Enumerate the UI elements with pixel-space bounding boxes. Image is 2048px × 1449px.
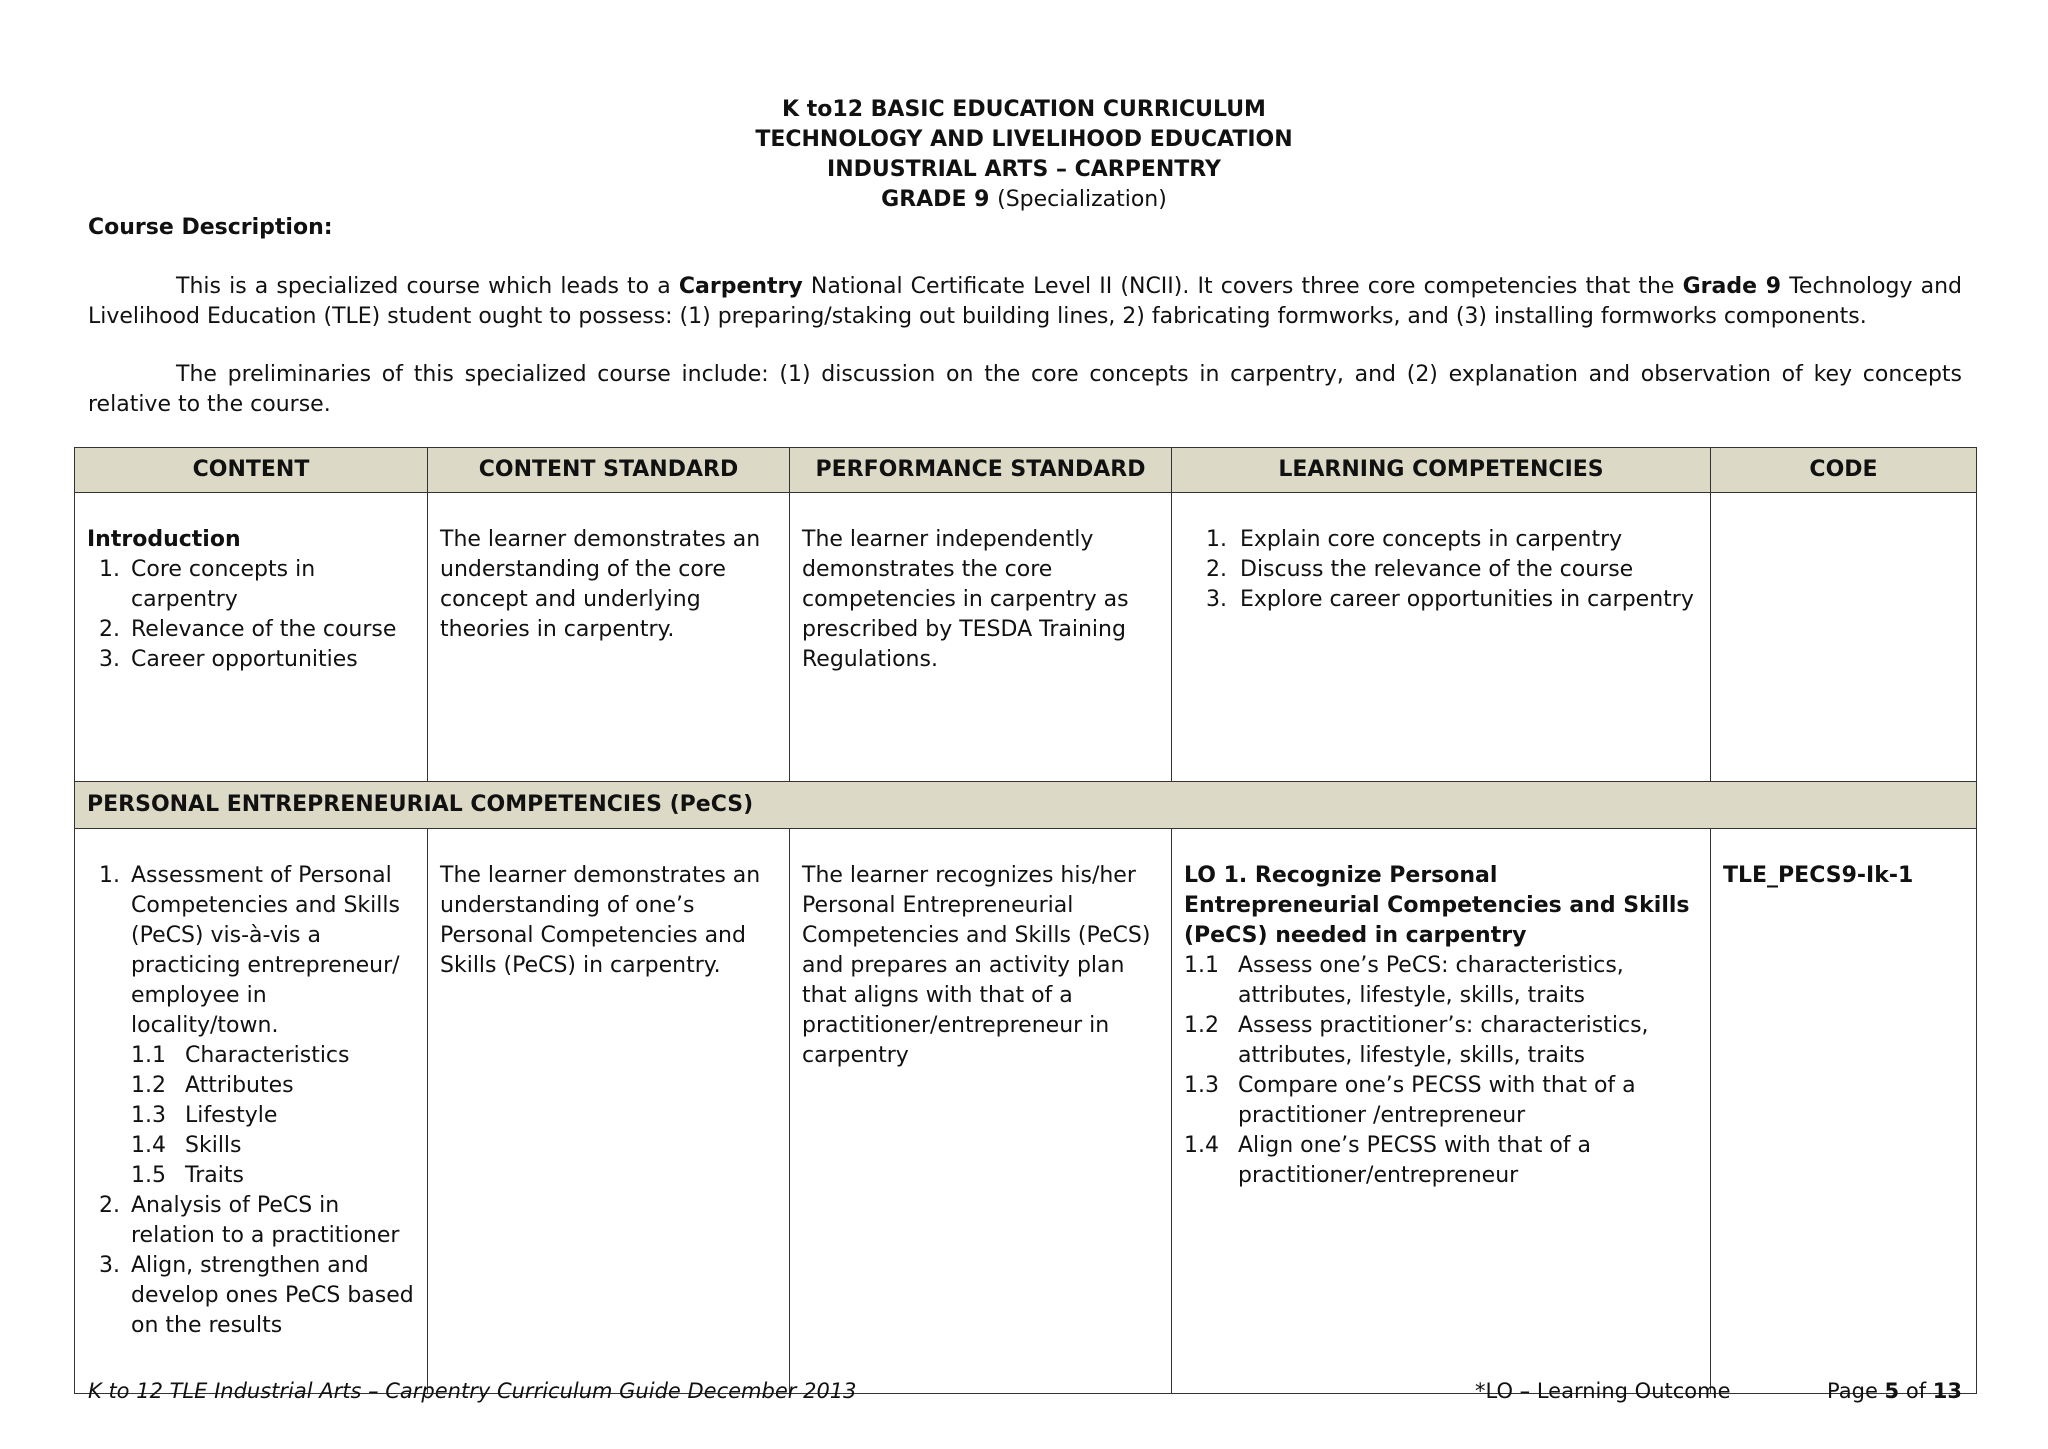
page-current: 5 — [1884, 1379, 1900, 1403]
list-item — [1184, 585, 1698, 615]
footer-guide-title: K to 12 TLE Industrial Arts – Carpentry Curriculum Guide December 2013 — [88, 1379, 857, 1403]
intro-performance-standard: The learner independently demonstrates the core competencies in carpentry as prescribed by TESDA Training Regulations. — [790, 493, 1172, 782]
p1-text-c: Technology and Livelihood Education (TLE) student ought to possess: (1) preparing/staking out building lines, 2) fabricating formworks, and (3) installing formworks components. — [88, 274, 1962, 329]
item-text: Analysis of PeCS in relation to a practitioner — [131, 1193, 400, 1248]
header-content-standard: CONTENT STANDARD — [428, 448, 790, 493]
item-text: Career opportunities — [131, 647, 358, 672]
lo-title: LO 1. Recognize Personal Entrepreneurial Competencies and Skills (PeCS) needed in carpentry — [1184, 863, 1690, 948]
p1-text-a: This is a specialized course which leads to a — [176, 274, 679, 299]
list-item — [87, 555, 415, 615]
pecs-performance-standard: The learner recognizes his/her Personal Entrepreneurial Competencies and Skills (PeCS) and prepares an activity plan that aligns with that of a practitioner/entrepreneur in carpentry — [790, 829, 1172, 1394]
list-item — [87, 1251, 415, 1341]
intro-content-cell — [75, 493, 428, 782]
header-grade-note: (Specialization) — [997, 187, 1167, 212]
item-text: Core concepts in carpentry — [131, 557, 316, 612]
item-number: 1. — [99, 557, 120, 582]
item-text: Relevance of the course — [131, 617, 397, 642]
list-item — [87, 861, 415, 1191]
item-text: Align one’s PECSS with that of a practitioner/entrepreneur — [1238, 1133, 1592, 1188]
p1-bold-grade: Grade 9 — [1682, 274, 1782, 299]
header-performance-standard: PERFORMANCE STANDARD — [790, 448, 1172, 493]
course-description-paragraph-1 — [88, 272, 1962, 332]
header-line-3: INDUSTRIAL ARTS – CARPENTRY — [827, 157, 1221, 182]
item-text: Compare one’s PECSS with that of a practitioner /entrepreneur — [1238, 1073, 1636, 1128]
pecs-sub-list — [131, 1041, 415, 1191]
sub-item-text: Skills — [185, 1133, 242, 1158]
table-row-introduction — [75, 493, 1977, 782]
sub-item — [131, 1161, 415, 1191]
item-text: Assess practitioner’s: characteristics, attributes, lifestyle, skills, traits — [1238, 1013, 1649, 1068]
p2-text: The preliminaries of this specialized course include: (1) discussion on the core concepts in carpentry, and (2) explanation and observation of key concepts relative to the course. — [88, 362, 1962, 417]
list-item — [1184, 1071, 1698, 1131]
footer-page-number — [1827, 1376, 1962, 1406]
section-title: PERSONAL ENTREPRENEURIAL COMPETENCIES (PeCS) — [75, 782, 1977, 829]
page-footer — [88, 1376, 1962, 1406]
intro-content-list — [87, 555, 415, 675]
item-number: 1.3 — [1184, 1073, 1219, 1098]
item-text: Assess one’s PeCS: characteristics, attributes, lifestyle, skills, traits — [1238, 953, 1624, 1008]
page-total: 13 — [1932, 1379, 1962, 1403]
item-body — [131, 861, 415, 1191]
sub-item-number: 1.1 — [131, 1043, 166, 1068]
item-number: 2. — [1206, 557, 1227, 582]
pecs-code: TLE_PECS9-Ik-1 — [1711, 829, 1977, 1394]
document-header — [0, 95, 2048, 215]
sub-item-number: 1.4 — [131, 1133, 166, 1158]
course-description-paragraph-2 — [88, 360, 1962, 420]
intro-title: Introduction — [87, 527, 241, 552]
sub-item-number: 1.2 — [131, 1073, 166, 1098]
p1-bold-carpentry: Carpentry — [678, 274, 803, 299]
item-number: 2. — [99, 617, 120, 642]
pecs-content-standard: The learner demonstrates an understanding of one’s Personal Competencies and Skills (PeCS) in carpentry. — [428, 829, 790, 1394]
item-number: 3. — [99, 647, 120, 672]
list-item — [1184, 951, 1698, 1011]
sub-item-text: Lifestyle — [185, 1103, 278, 1128]
item-number: 1.4 — [1184, 1133, 1219, 1158]
item-text: Explore career opportunities in carpentry — [1240, 587, 1694, 612]
intro-competencies-list — [1184, 525, 1698, 615]
list-item — [1184, 1131, 1698, 1191]
pecs-competencies-cell — [1172, 829, 1711, 1394]
list-item — [1184, 1011, 1698, 1071]
item-number: 3. — [1206, 587, 1227, 612]
intro-competencies-cell — [1172, 493, 1711, 782]
item-text: Discuss the relevance of the course — [1240, 557, 1634, 582]
header-line-2: TECHNOLOGY AND LIVELIHOOD EDUCATION — [755, 127, 1293, 152]
item-number: 3. — [99, 1253, 120, 1278]
sub-item-text: Attributes — [185, 1073, 294, 1098]
item-number: 1. — [99, 863, 120, 888]
p1-text-b: National Certificate Level II (NCII). It covers three core competencies that the — [802, 274, 1683, 299]
sub-item — [131, 1071, 415, 1101]
sub-item-number: 1.3 — [131, 1103, 166, 1128]
sub-item — [131, 1041, 415, 1071]
footer-lo-note: *LO – Learning Outcome — [1475, 1379, 1731, 1403]
sub-item — [131, 1131, 415, 1161]
header-grade-line — [0, 185, 2048, 215]
table-row-pecs — [75, 829, 1977, 1394]
curriculum-table — [74, 447, 1977, 1394]
list-item — [87, 645, 415, 675]
item-text: Assessment of Personal Competencies and Skills (PeCS) vis-à-vis a practicing entrepreneur/ employee in locality/town. — [131, 863, 400, 1038]
item-number: 1.2 — [1184, 1013, 1219, 1038]
header-content: CONTENT — [75, 448, 428, 493]
header-line-1: K to12 BASIC EDUCATION CURRICULUM — [782, 97, 1266, 122]
list-item — [1184, 555, 1698, 585]
item-text: Align, strengthen and develop ones PeCS based on the results — [131, 1253, 414, 1338]
sub-item-text: Traits — [185, 1163, 244, 1188]
table-section-row — [75, 782, 1977, 829]
item-number: 1.1 — [1184, 953, 1219, 978]
table-header-row — [75, 448, 1977, 493]
list-item — [87, 1191, 415, 1251]
pecs-content-cell — [75, 829, 428, 1394]
header-grade: GRADE 9 — [881, 187, 990, 212]
page-of: of — [1899, 1379, 1933, 1403]
page-prefix: Page — [1827, 1379, 1885, 1403]
sub-item-text: Characteristics — [185, 1043, 350, 1068]
course-description-label: Course Description: — [88, 215, 333, 240]
intro-code — [1711, 493, 1977, 782]
item-number: 2. — [99, 1193, 120, 1218]
item-number: 1. — [1206, 527, 1227, 552]
list-item — [1184, 525, 1698, 555]
sub-item — [131, 1101, 415, 1131]
item-text: Explain core concepts in carpentry — [1240, 527, 1623, 552]
intro-content-standard: The learner demonstrates an understanding of the core concept and underlying theories in carpentry. — [428, 493, 790, 782]
list-item — [87, 615, 415, 645]
header-code: CODE — [1711, 448, 1977, 493]
pecs-content-list — [87, 861, 415, 1341]
sub-item-number: 1.5 — [131, 1163, 166, 1188]
header-learning-competencies: LEARNING COMPETENCIES — [1172, 448, 1711, 493]
lo-list — [1184, 951, 1698, 1191]
